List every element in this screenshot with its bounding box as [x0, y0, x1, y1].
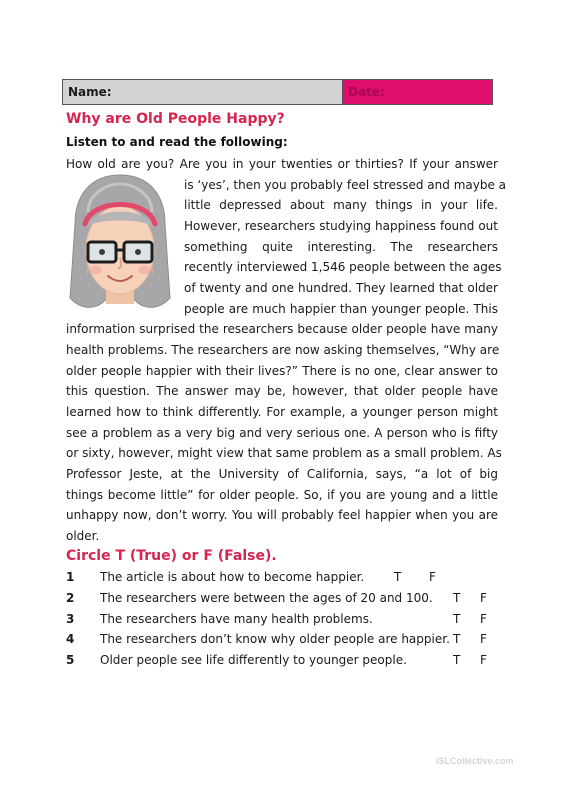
question-row-1 [66, 569, 498, 585]
true-option[interactable]: T [394, 570, 402, 584]
true-option[interactable]: T [453, 632, 461, 646]
reading-line: unhappy now, don’t worry. You will probably feel happier when you are [66, 508, 498, 522]
false-option[interactable]: F [480, 591, 487, 605]
reading-line: health problems. The researchers are now asking themselves, “Why are [66, 343, 500, 357]
reading-line: recently interviewed 1,546 people between the ages [184, 260, 502, 274]
question-number: 2 [66, 591, 75, 605]
watermark: iSLCollective.com [436, 756, 514, 766]
true-option[interactable]: T [453, 653, 461, 667]
question-number: 3 [66, 612, 75, 626]
instructions: Listen to and read the following: [66, 135, 288, 149]
old-woman-illustration [66, 172, 174, 318]
question-number: 1 [66, 570, 75, 584]
question-row-5 [66, 652, 498, 668]
true-option[interactable]: T [453, 591, 461, 605]
reading-line: see a problem as a very big and very serious one. A person who is fifty [66, 426, 498, 440]
question-row-2 [66, 590, 498, 606]
reading-line: older. [66, 529, 100, 543]
reading-line: little depressed about many things in your life. [184, 198, 498, 212]
question-text: Older people see life differently to younger people. [100, 653, 407, 667]
question-text: The researchers have many health problems. [100, 612, 373, 626]
question-text: The article is about how to become happier. [100, 570, 365, 584]
reading-line: things become little” for older people. So, if you are young and a little [66, 488, 498, 502]
reading-line: or sixty, however, might view that same problem as a small problem. As [66, 446, 502, 460]
reading-line: Professor Jeste, at the University of California, says, “a lot of big [66, 467, 498, 481]
false-option[interactable]: F [480, 632, 487, 646]
reading-line: How old are you? Are you in your twenties or thirties? If your answer [66, 157, 498, 171]
false-option[interactable]: F [480, 612, 487, 626]
true-option[interactable]: T [453, 612, 461, 626]
question-number: 5 [66, 653, 75, 667]
false-option[interactable]: F [429, 570, 436, 584]
name-date-bar [62, 79, 493, 105]
question-row-3 [66, 611, 498, 627]
worksheet-title: Why are Old People Happy? [66, 111, 285, 127]
reading-line: this question. The answer may be, however, that older people have [66, 384, 498, 398]
reading-line: learned how to think differently. For example, a younger person might [66, 405, 498, 419]
question-text: The researchers don’t know why older people are happier. [100, 632, 450, 646]
question-number: 4 [66, 632, 75, 646]
reading-line: However, researchers studying happiness found out [184, 219, 498, 233]
name-field[interactable]: Name: [63, 80, 343, 104]
reading-line: people are much happier than younger people. This [184, 302, 498, 316]
date-field[interactable]: Date: [343, 80, 492, 104]
reading-line: something quite interesting. The researchers [184, 240, 498, 254]
question-text: The researchers were between the ages of 20 and 100. [100, 591, 433, 605]
false-option[interactable]: F [480, 653, 487, 667]
reading-line: is ‘yes’, then you probably feel stressed and maybe a [184, 178, 507, 192]
reading-line: older people happier with their lives?” There is no one, clear answer to [66, 364, 498, 378]
question-row-4 [66, 631, 498, 647]
reading-line: of twenty and one hundred. They learned that older [184, 281, 498, 295]
reading-line: information surprised the researchers because older people have many [66, 322, 498, 336]
true-false-title: Circle T (True) or F (False). [66, 548, 277, 564]
